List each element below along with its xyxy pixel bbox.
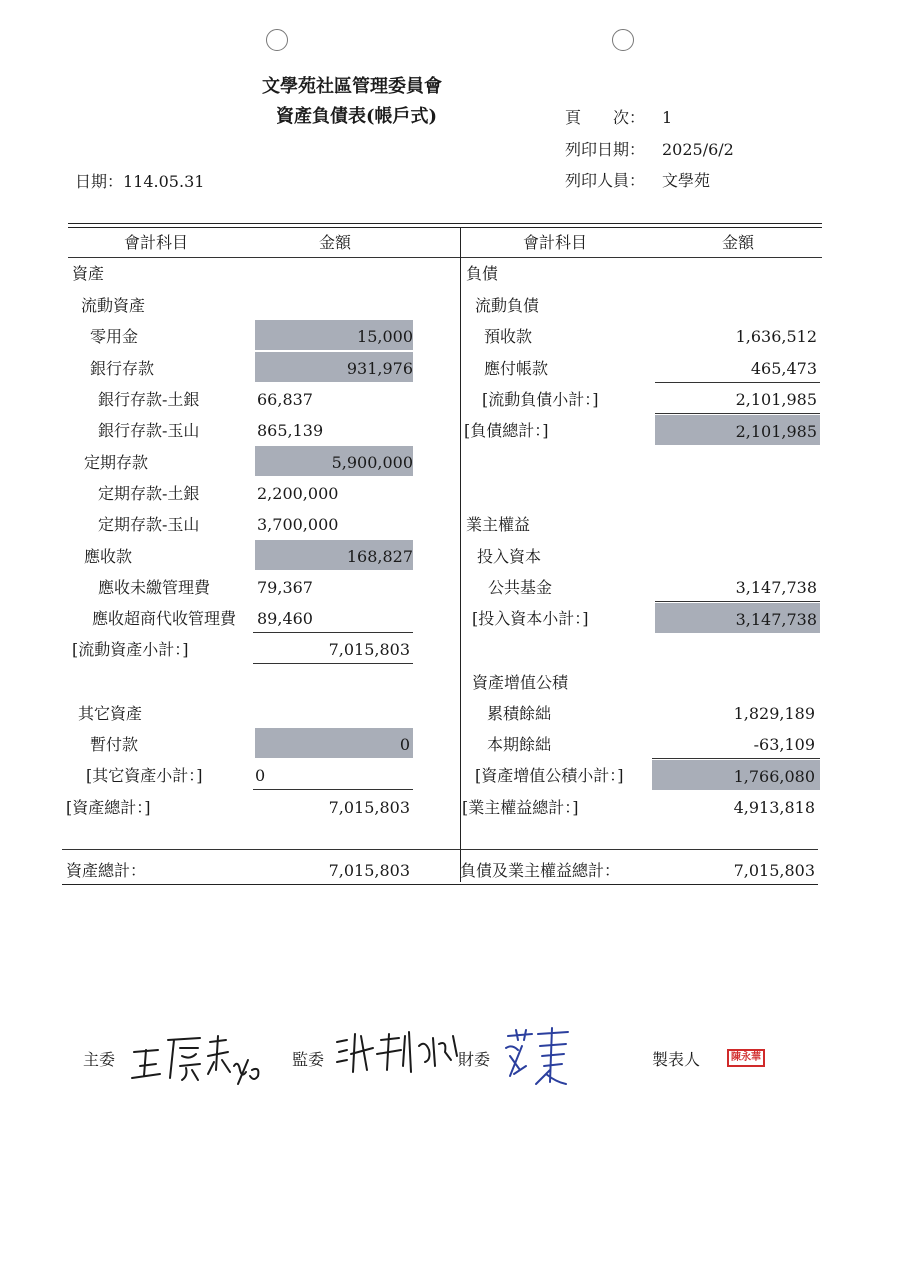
header-bottom-rule: [68, 257, 822, 258]
chair-label: 主委: [83, 1050, 116, 1069]
right-account-header: 會計科目: [523, 233, 588, 252]
column-divider: [460, 227, 461, 882]
current-liab-top-rule: [655, 382, 820, 383]
time-land-label: 定期存款-土銀: [98, 484, 200, 503]
other-assets-label: 其它資產: [78, 704, 143, 723]
report-date: 日期：114.05.31: [75, 172, 205, 191]
capital-subtotal-label: [投入資本小計：]: [472, 609, 589, 628]
finance-label: 財委: [458, 1050, 491, 1069]
recv-unpaid-amount: 79,367: [257, 578, 313, 597]
surplus-subtotal-amount: 1,766,080: [733, 767, 815, 786]
printer-value: 文學苑: [662, 171, 711, 190]
grand-bottom-rule: [62, 884, 818, 885]
print-date-value: 2025/6/2: [662, 140, 734, 159]
grand-assets-label: 資產總計：: [66, 861, 147, 880]
table-top-rule-2: [68, 227, 822, 228]
receivable-label: 應收款: [84, 547, 133, 566]
current-liab-subtotal-label: [流動負債小計：]: [482, 390, 599, 409]
payable-amount: 465,473: [750, 359, 817, 378]
page-label: 頁 次：: [565, 108, 646, 127]
time-esun-amount: 3,700,000: [257, 515, 339, 534]
report-title: 資產負債表(帳戶式): [276, 106, 438, 127]
surplus-label: 資產增值公積: [472, 673, 569, 692]
left-amount-header: 金額: [319, 233, 352, 252]
assets-total-label: [資產總計：]: [66, 798, 151, 817]
time-land-amount: 2,200,000: [257, 484, 339, 503]
printer-label: 列印人員：: [565, 171, 646, 190]
recv-unpaid-label: 應收未繳管理費: [98, 578, 211, 597]
recv-store-amount: 89,460: [257, 609, 313, 628]
punch-hole-right: [612, 29, 634, 51]
current-assets-bottom-rule: [253, 663, 413, 664]
advance-amount: 1,636,512: [735, 327, 817, 346]
bank-land-label: 銀行存款-土銀: [98, 390, 200, 409]
equity-section: 業主權益: [466, 515, 531, 534]
prepay-label: 暫付款: [90, 735, 139, 754]
advance-label: 預收款: [484, 327, 533, 346]
grand-top-rule: [62, 849, 818, 850]
print-date-label: 列印日期：: [565, 140, 646, 159]
current-assets-subtotal-label: [流動資產小計：]: [72, 640, 189, 659]
current-period-amount: -63,109: [753, 735, 815, 754]
supervisor-label: 監委: [292, 1050, 325, 1069]
liab-total-label: [負債總計：]: [464, 421, 549, 440]
punch-hole-left: [266, 29, 288, 51]
grand-liab-equity-amount: 7,015,803: [733, 861, 815, 880]
left-account-header: 會計科目: [124, 233, 189, 252]
preparer-label: 製表人: [652, 1050, 701, 1069]
capital-subtotal-amount: 3,147,738: [735, 610, 817, 629]
liabilities-section: 負債: [466, 264, 499, 283]
receivable-amount: 168,827: [346, 547, 413, 566]
equity-total-amount: 4,913,818: [733, 798, 815, 817]
liab-total-amount: 2,101,985: [735, 422, 817, 441]
public-fund-amount: 3,147,738: [735, 578, 817, 597]
other-assets-bottom-rule: [253, 789, 413, 790]
bank-land-amount: 66,837: [257, 390, 313, 409]
other-assets-subtotal-label: [其它資產小計：]: [86, 766, 203, 785]
current-assets-top-rule: [253, 632, 413, 633]
bank-esun-label: 銀行存款-玉山: [98, 421, 200, 440]
bank-amount: 931,976: [346, 359, 413, 378]
bank-esun-amount: 865,139: [257, 421, 324, 440]
chair-signature-drawing: [130, 1030, 270, 1090]
surplus-subtotal-label: [資產增值公積小計：]: [475, 766, 624, 785]
surplus-top-rule: [652, 758, 820, 759]
assets-total-amount: 7,015,803: [328, 798, 410, 817]
accum-amount: 1,829,189: [733, 704, 815, 723]
petty-cash-label: 零用金: [90, 327, 139, 346]
grand-assets-amount: 7,015,803: [328, 861, 410, 880]
other-assets-subtotal-amount: 0: [255, 766, 266, 785]
current-assets-label: 流動資產: [81, 296, 146, 315]
grand-liab-equity-label: 負債及業主權益總計：: [460, 861, 621, 880]
current-liab-bottom-rule: [655, 413, 820, 414]
page-value: 1: [662, 108, 673, 127]
payable-label: 應付帳款: [484, 359, 549, 378]
supervisor-signature-drawing: [333, 1026, 463, 1081]
time-deposit-amount: 5,900,000: [331, 453, 413, 472]
preparer-stamp: 陳永華: [727, 1049, 765, 1067]
capital-top-rule: [655, 601, 820, 602]
public-fund-label: 公共基金: [488, 578, 553, 597]
petty-cash-amount: 15,000: [357, 327, 413, 346]
current-liabilities-label: 流動負債: [475, 296, 540, 315]
recv-store-label: 應收超商代收管理費: [92, 609, 237, 628]
equity-total-label: [業主權益總計：]: [462, 798, 579, 817]
bank-label: 銀行存款: [90, 359, 155, 378]
time-esun-label: 定期存款-玉山: [98, 515, 200, 534]
capital-label: 投入資本: [477, 547, 542, 566]
table-top-rule: [68, 223, 822, 224]
prepay-amount: 0: [399, 735, 410, 754]
time-deposit-label: 定期存款: [84, 453, 149, 472]
current-assets-subtotal-amount: 7,015,803: [328, 640, 410, 659]
accum-label: 累積餘絀: [487, 704, 552, 723]
current-period-label: 本期餘絀: [487, 735, 552, 754]
finance-signature-drawing: [502, 1026, 582, 1091]
current-liab-subtotal-amount: 2,101,985: [735, 390, 817, 409]
right-amount-header: 金額: [722, 233, 755, 252]
org-name: 文學苑社區管理委員會: [262, 76, 442, 97]
assets-section: 資產: [72, 264, 105, 283]
